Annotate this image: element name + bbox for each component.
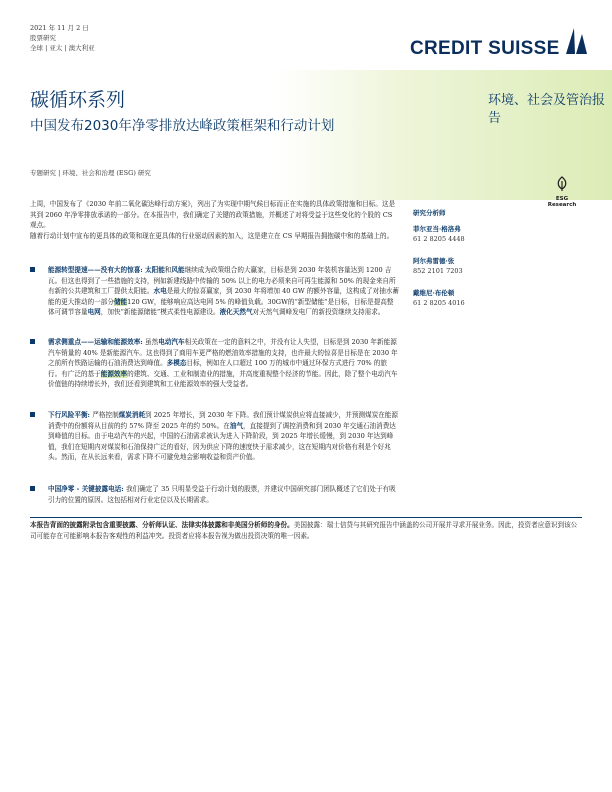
bullet-text [48,265,400,318]
bullet-keyword: 电网 [87,308,101,317]
divider [30,517,582,518]
bullet-marker [30,412,35,417]
bullet-segment: 是最大的惊喜赢家，到 2030 年将增加 40 GW 的额外容量，这构成了对抽水蓄能的更大推动的一部分 [48,287,400,306]
analyst-name: 阿尔弗雷德·张 [413,257,455,265]
bullet-heading: 需求侧重点——运输和能源效率: [48,338,146,346]
leaf-icon [555,176,569,192]
analyst-name: 戴维尼·布伦顿 [413,289,455,297]
page-title: 中国发布2030年净零排放达峰政策框架和行动计划 [30,118,335,134]
series-title: 碳循环系列 [30,89,126,111]
bullet-segment: 的建筑、交通、工业和制造业的措施，并高度重视整个经济的节能。因此，除了整个电动汽车价值链的持续增长外，我们还看到建筑和工业能源效率的强大受益者。 [48,369,398,389]
bullet-marker [30,267,35,272]
brand-name: CREDIT SUISSE [410,38,560,59]
bullet-segment: “新型储能” [294,297,328,306]
analyst-name: 菲尔亚当·格洛弗 [413,225,461,233]
bullet-segment: 继续成为政策组合的大赢家，目标是到 2030 年装机容量达到 1200 吉瓦。但这也得到了一些措施的支持，例如新建线路中传输的 50% 以上的电力必须来自可再生能源和 50% 的现金来自所有新的公共建筑和工厂提供太阳能。 [48,266,396,296]
disclaimer-bold: 本报告背面的披露附录包含重要披露、分析师认证、法律实体披露和非美国分析师的身份。 [30,521,294,529]
bullet-keyword: 水电 [153,287,167,296]
bullet-text [48,484,400,505]
bullet-keyword: 多模态 [166,359,187,368]
analyst-phone: 61 2 8205 4016 [413,299,465,307]
bullet-item [30,484,400,505]
esg-badge [547,176,577,208]
bullet-keyword: 风能 [171,266,185,274]
bullet-item [30,265,400,318]
bullet-segment: 严格控制 [92,411,119,419]
bullet-segment: 对天然气调峰发电厂的新投资继续支持需求。 [252,308,385,317]
bullet-keyword: 能源效率 [100,369,128,378]
bullet-keyword: 煤炭消耗 [118,411,146,419]
research-tag: 专题研究 | 环境、社会和治理 (ESG) 研究 [30,169,151,177]
esg-label: ESG [555,196,569,202]
bullet-keyword: 太阳能 [145,266,165,274]
bullet-segment: 目标，例如在人口超过 100 万的城市中通过环保方式进行 70% 的旅行。有广泛的基于 [48,359,387,378]
section-title: 环境、社会及管治报告 [488,93,606,126]
bullet-heading: 能源转型提速——没有大的惊喜: [48,266,146,274]
intro-text [30,199,400,241]
bullet-item [30,410,400,463]
bullet-heading: 下行风险平衡: [48,411,93,419]
bullet-segment: 从长远来看，需求下降不可避免地会影响收益和资产价值。 [87,453,259,462]
bullet-segment: 虽然 [145,338,159,346]
bullet-keyword: 储能 [113,297,128,306]
report-type: 股票研究 [30,34,56,42]
bullet-segment: 是目标，目标是提高整体可调节容量 [48,297,394,317]
bullet-marker [30,339,35,344]
credit-suisse-logo [410,24,588,64]
analyst-heading: 研究分析师 [413,209,446,217]
bullet-segment: ，直接提到了调控消费和到 2030 年交通石油消费达到峰值的目标。由于电动汽车的兴起，中国的石油需求被认为进入下降阶段，到 2025 年增长缓慢，到 2030 年达到峰值，我们在短期内对煤炭和石油保持广泛的看好，因为供应下降的速度快于需求减少，这在短期内对价格有利是个好兆头。然而，在 [48,421,396,462]
bullet-segment: 相关政策在一定的意料之中，并没有让人失望，目标是到 2030 年新能源汽车销量的 40% 是新能源汽车。这也得到了商用车更严格的燃油效率措施的支持，也许最大的惊喜是目标是在 2030 年之前所有铁路运输的石油消费达到峰值。 [48,338,398,368]
bullet-keyword: 液化天然气 [219,308,253,317]
analyst-panel [413,208,583,320]
bullet-item [30,337,400,390]
bullet-keyword: 油气 [229,421,244,430]
bullet-segment: 到 2025 年增长，到 2030 年下降。我们预计煤炭供应将直接减少，并预测煤炭在能源消费中的份额将从目前的约 57% 降至 2025 年的约 50%。在 [48,411,398,430]
bullet-heading: 中国净零 - 关键披露电话: [48,485,126,493]
bullet-marker [30,486,35,491]
disclaimer-text: 美国披露：瑞士信贷与其研究报告中涵盖的公司开展并寻求开展业务。因此，投资者应意识到该公司可能存在可能影响本报告客观性的利益冲突。投资者应将本报告视为做出投资决策的唯一因素。 [30,521,578,540]
bullet-segment: 和 [164,266,172,274]
intro-paragraph: 随着行动计划中宣布的更具体的政策和现在更具体的行业驱动因素的加入，这是建立在 CS 早期报告拥抱碳中和的基础上的。 [30,231,394,240]
bullet-text [48,337,400,390]
report-region: 全球 | 亚太 | 澳大利亚 [30,44,95,52]
sails-icon [560,24,590,58]
report-date: 2021 年 11 月 2 日 [30,24,89,32]
bullet-segment: 我们确定了 35 只明显受益于行动计划的股票，并建议中国研究部门团队概述了它们处于有吸引力的位置的原因。这包括相对行业定位以及长期需求。 [48,485,396,504]
analyst-phone: 61 2 8205 4448 [413,235,465,243]
bullet-segment: ，加快“新能源储能”模式柔性电源建设。 [100,308,220,317]
bullet-keyword: 电动汽车 [158,338,185,346]
analyst-phone: 852 2101 7203 [413,267,463,275]
esg-sublabel: Research [547,202,577,208]
bullet-text [48,410,400,463]
intro-paragraph: 上周，中国发布了《2030 年前二氧化碳达峰行动方案》，列出了为实现中期气候目标而正在实施的具体政策措施和目标。这是其到 2060 年净零排放承诺的一部分。在本报告中，我们确定了关键的政策措施，并概述了对将受益于这些变化的个股的 CS 观点。 [30,200,396,230]
bullet-segment: 120 GW，能够响应高达电网 5% 的峰值负载。30GW的 [127,297,295,306]
disclaimer [30,520,582,541]
